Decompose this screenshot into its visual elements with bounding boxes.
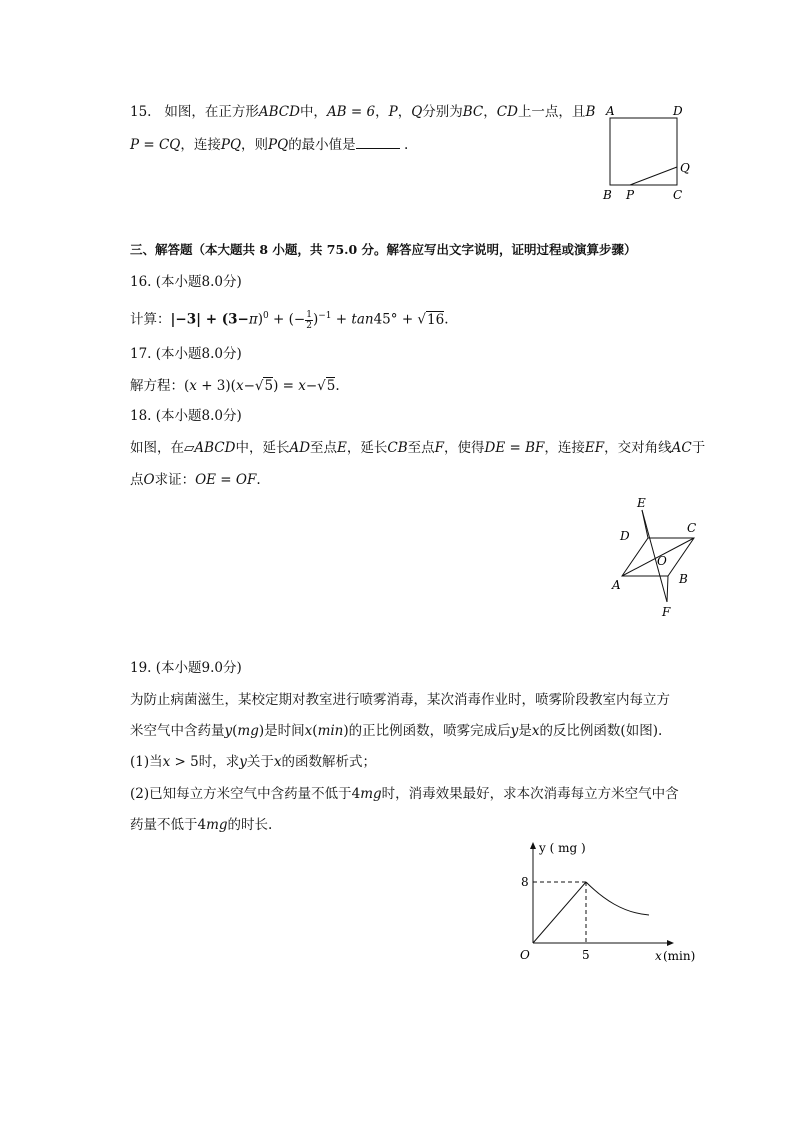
origin-label: O xyxy=(520,948,530,962)
q18-oe-of: OE = OF xyxy=(195,472,257,488)
q19-text: 的函数解析式； xyxy=(281,754,376,770)
q19-line-1: 为防止病菌滋生，某校定期对教室进行喷雾消毒，某次消毒作业时，喷雾阶段教室内每立方 xyxy=(130,692,670,708)
label-q: Q xyxy=(680,161,690,175)
q19-text: ( xyxy=(312,723,318,739)
q19-mg: mg xyxy=(360,786,382,802)
q18-parallelogram-figure xyxy=(600,490,710,625)
q18-text: ，延长 xyxy=(346,440,388,456)
q18-text: 于 xyxy=(691,440,706,456)
q17-label: 解方程： xyxy=(130,378,184,394)
label-c: C xyxy=(673,188,683,202)
q18-text: ，使得 xyxy=(444,440,485,456)
q17-term: −√ xyxy=(305,378,326,394)
q19-line-5 xyxy=(130,815,272,835)
q17-term: + 3)( xyxy=(196,378,236,394)
q17-equation xyxy=(130,376,340,396)
square-abcd xyxy=(610,118,677,185)
q15-text: 分别为 xyxy=(422,104,463,120)
fraction-numerator: 1 xyxy=(306,309,312,320)
q18-f: F xyxy=(434,440,445,456)
q19-text: 关于 xyxy=(246,754,274,770)
q18-ef: EF xyxy=(584,440,605,456)
q19-mg: mg xyxy=(237,723,259,739)
q16-term: . xyxy=(444,311,449,328)
q18-abcd: ABCD xyxy=(194,440,236,456)
q15-text: 中， xyxy=(299,104,327,120)
q15-pq: PQ xyxy=(268,137,289,153)
q15-text: ， xyxy=(375,104,389,120)
q15-square-figure xyxy=(600,100,700,205)
label-b: B xyxy=(679,572,688,586)
q19-header: 19. (本小题9.0分) xyxy=(130,660,242,676)
q19-function-graph xyxy=(515,835,705,970)
fraction-denominator: 2 xyxy=(306,320,312,331)
q17-term: . xyxy=(335,378,340,394)
q19-x: x xyxy=(304,723,313,739)
q18-text: ，连接 xyxy=(544,440,585,456)
q15-text: 的最小值是 xyxy=(288,137,356,153)
q18-o: O xyxy=(143,472,155,488)
q19-text: (2)已知每立方米空气中含药量不低于4 xyxy=(130,786,361,802)
q18-cb: CB xyxy=(387,440,408,456)
q15-text: . xyxy=(399,137,409,153)
inverse-curve xyxy=(586,882,649,915)
q16-term: 45° + √ xyxy=(373,311,427,328)
q15-square-name: ABCD xyxy=(258,104,300,120)
q19-text: )的正比例函数，喷雾完成后 xyxy=(343,723,511,739)
q18-line-2 xyxy=(130,470,261,490)
label-b: B xyxy=(603,188,612,202)
extension-bf xyxy=(667,576,668,602)
q16-exponent: −1 xyxy=(318,311,332,321)
q15-q: Q xyxy=(411,104,423,120)
x-axis-variable: x xyxy=(655,949,662,963)
q16-tan: tan xyxy=(351,311,374,328)
q15-line-2 xyxy=(130,134,408,155)
q17-term: ( xyxy=(184,378,190,394)
q19-x: x xyxy=(162,754,171,770)
q16-term: ) xyxy=(257,311,263,328)
q18-text: 如图，在▱ xyxy=(130,440,195,456)
q19-min: min xyxy=(317,723,344,739)
q19-text: 药量不低于4 xyxy=(130,817,207,833)
y-tick-label: 8 xyxy=(521,875,529,889)
q16-pi: π xyxy=(248,311,258,328)
answer-blank[interactable] xyxy=(356,134,400,149)
q16-exponent: 0 xyxy=(263,311,269,321)
label-c: C xyxy=(687,521,697,535)
label-e: E xyxy=(637,496,646,510)
q18-line-1 xyxy=(130,438,705,458)
q19-text: 的时长. xyxy=(227,817,273,833)
q19-text: 的反比例函数(如图). xyxy=(539,723,663,739)
q19-text: > 5时，求 xyxy=(170,754,240,770)
q15-cd: CD xyxy=(496,104,518,120)
q16-header: 16. (本小题8.0分) xyxy=(130,274,242,290)
label-a: A xyxy=(606,104,615,118)
q19-text: 是 xyxy=(518,723,532,739)
linear-segment xyxy=(533,882,586,943)
q15-number: 15. xyxy=(130,104,152,120)
label-d: D xyxy=(673,104,683,118)
q19-line-4 xyxy=(130,784,679,804)
q18-e: E xyxy=(337,440,347,456)
q19-text: 时，消毒效果最好，求本次消毒每立方米空气中含 xyxy=(381,786,679,802)
q18-text: . xyxy=(256,472,261,488)
q18-header: 18. (本小题8.0分) xyxy=(130,408,242,424)
q18-ad: AD xyxy=(289,440,311,456)
q17-x: x xyxy=(235,378,244,394)
q15-text: ，则 xyxy=(241,137,269,153)
q18-text: 至点 xyxy=(310,440,338,456)
q17-x: x xyxy=(298,378,306,394)
q15-p: P xyxy=(388,104,398,120)
q19-mg: mg xyxy=(206,817,228,833)
label-p: P xyxy=(626,188,635,202)
q19-text: 米空气中含药量 xyxy=(130,723,225,739)
q15-line-1 xyxy=(130,102,595,122)
q15-ab-eq: AB = 6 xyxy=(326,104,376,120)
q15-text: 上一点，且 xyxy=(517,104,586,120)
section-title: 三、解答题（本大题共 8 小题，共 75.0 分。解答应写出文字说明，证明过程或演算步骤） xyxy=(130,242,637,257)
q19-line-2 xyxy=(130,721,662,741)
q19-text: ( xyxy=(232,723,238,739)
q16-expression xyxy=(130,306,449,331)
q15-pcq: P = CQ xyxy=(130,137,181,153)
q16-term: ) xyxy=(312,311,319,328)
q19-x: x xyxy=(273,754,282,770)
q19-y: y xyxy=(510,723,519,739)
label-d: D xyxy=(620,529,630,543)
x-tick-label: 5 xyxy=(582,948,590,962)
q19-line-3 xyxy=(130,752,376,772)
q16-term: + (− xyxy=(268,311,306,328)
label-o: O xyxy=(657,554,667,568)
q17-header: 17. (本小题8.0分) xyxy=(130,346,242,362)
q15-b: B xyxy=(585,104,596,120)
q15-text: ， xyxy=(483,104,497,120)
q16-radicand: 16 xyxy=(427,311,445,328)
q17-term: ) = xyxy=(273,378,299,394)
segment-pq xyxy=(630,167,677,185)
label-f: F xyxy=(662,605,671,619)
x-axis-unit: (min) xyxy=(663,949,696,963)
q17-x: x xyxy=(189,378,197,394)
y-axis-label: y ( mg ) xyxy=(539,841,586,855)
q16-label: 计算： xyxy=(130,311,171,328)
q15-text: ， xyxy=(397,104,412,120)
q16-term: |−3| + (3− xyxy=(170,311,249,328)
q17-term: −√ xyxy=(243,378,264,394)
q17-radicand: 5 xyxy=(326,378,336,394)
q15-bc: BC xyxy=(462,104,484,120)
q18-text: 中，延长 xyxy=(235,440,290,456)
q19-text: (1)当 xyxy=(130,754,163,770)
q18-text: 至点 xyxy=(407,440,435,456)
q18-text: 求证： xyxy=(154,472,196,488)
q15-text: 如图，在正方形 xyxy=(164,104,259,120)
q15-text: ，连接 xyxy=(180,137,221,153)
q18-text: ，交对角线 xyxy=(604,440,672,456)
q18-de-bf: DE = BF xyxy=(484,440,545,456)
q15-pq: PQ xyxy=(220,137,242,153)
q19-text: )是时间 xyxy=(258,723,305,739)
q19-y: y xyxy=(239,754,247,770)
q16-fraction xyxy=(305,310,313,331)
q16-term: + xyxy=(331,311,352,328)
q19-x: x xyxy=(531,723,540,739)
q19-y: y xyxy=(224,723,233,739)
label-a: A xyxy=(612,578,621,592)
q17-radicand: 5 xyxy=(264,378,274,394)
q18-text: 点 xyxy=(130,472,144,488)
q18-ac: AC xyxy=(671,440,692,456)
